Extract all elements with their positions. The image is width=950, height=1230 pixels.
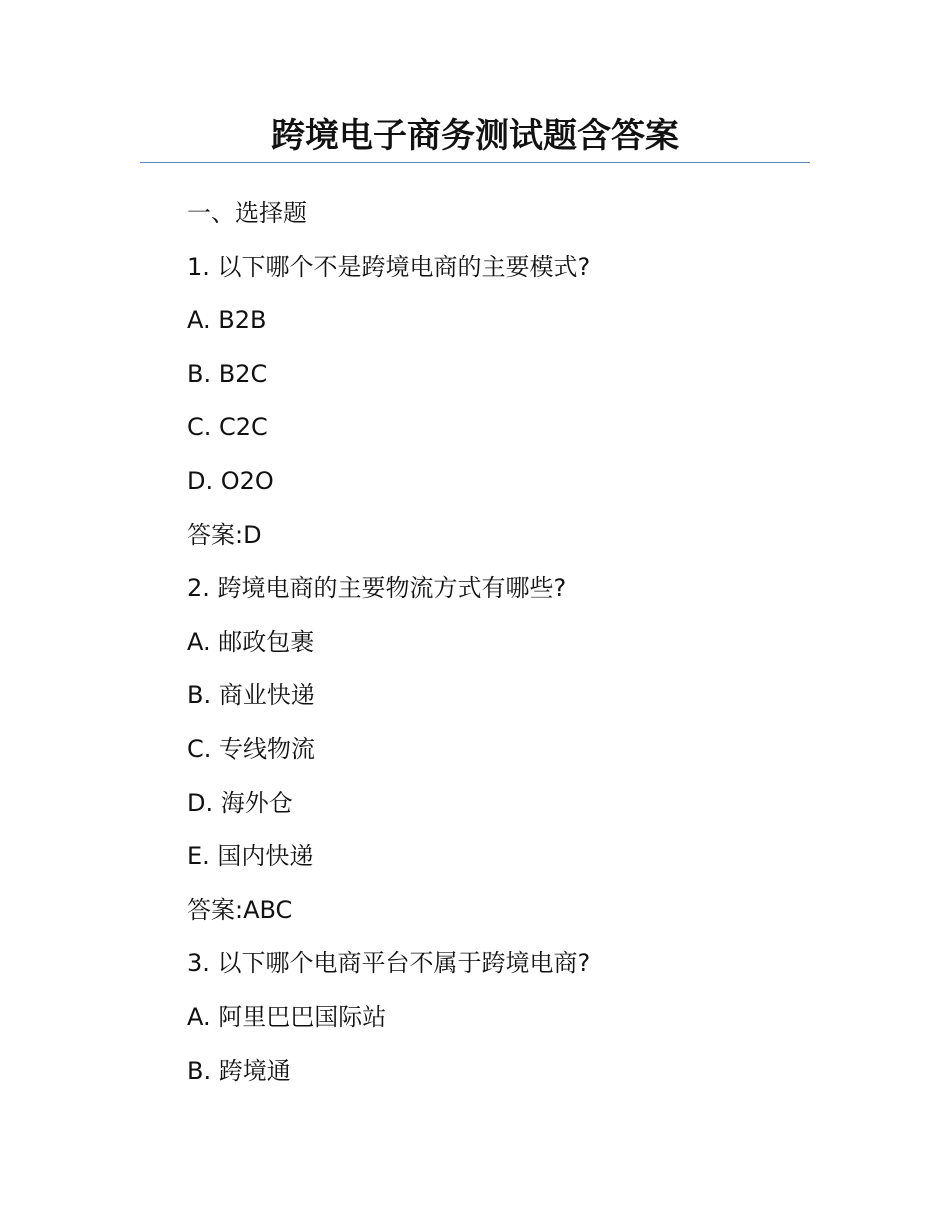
question-1: 1. 以下哪个不是跨境电商的主要模式? <box>187 252 591 281</box>
q2-option-d: D. 海外仓 <box>187 788 293 817</box>
q2-option-e: E. 国内快递 <box>187 842 314 871</box>
document-body <box>187 194 807 1105</box>
q2-answer: 答案:ABC <box>187 895 293 924</box>
section-heading: 一、选择题 <box>187 199 307 227</box>
q1-option-c: C. C2C <box>187 413 268 442</box>
q1-option-d: D. O2O <box>187 466 274 495</box>
question-2: 2. 跨境电商的主要物流方式有哪些? <box>187 574 567 603</box>
q3-option-b: B. 跨境通 <box>187 1056 291 1085</box>
q1-answer: 答案:D <box>187 520 262 549</box>
q3-option-a: A. 阿里巴巴国际站 <box>187 1002 387 1031</box>
document-title: 跨境电子商务测试题含答案 <box>271 116 679 156</box>
title-underline <box>140 162 810 163</box>
q2-option-a: A. 邮政包裹 <box>187 627 315 656</box>
question-3: 3. 以下哪个电商平台不属于跨境电商? <box>187 949 591 978</box>
q1-option-a: A. B2B <box>187 306 267 335</box>
q2-option-c: C. 专线物流 <box>187 734 316 763</box>
q2-option-b: B. 商业快递 <box>187 681 315 710</box>
q1-option-b: B. B2C <box>187 359 268 388</box>
